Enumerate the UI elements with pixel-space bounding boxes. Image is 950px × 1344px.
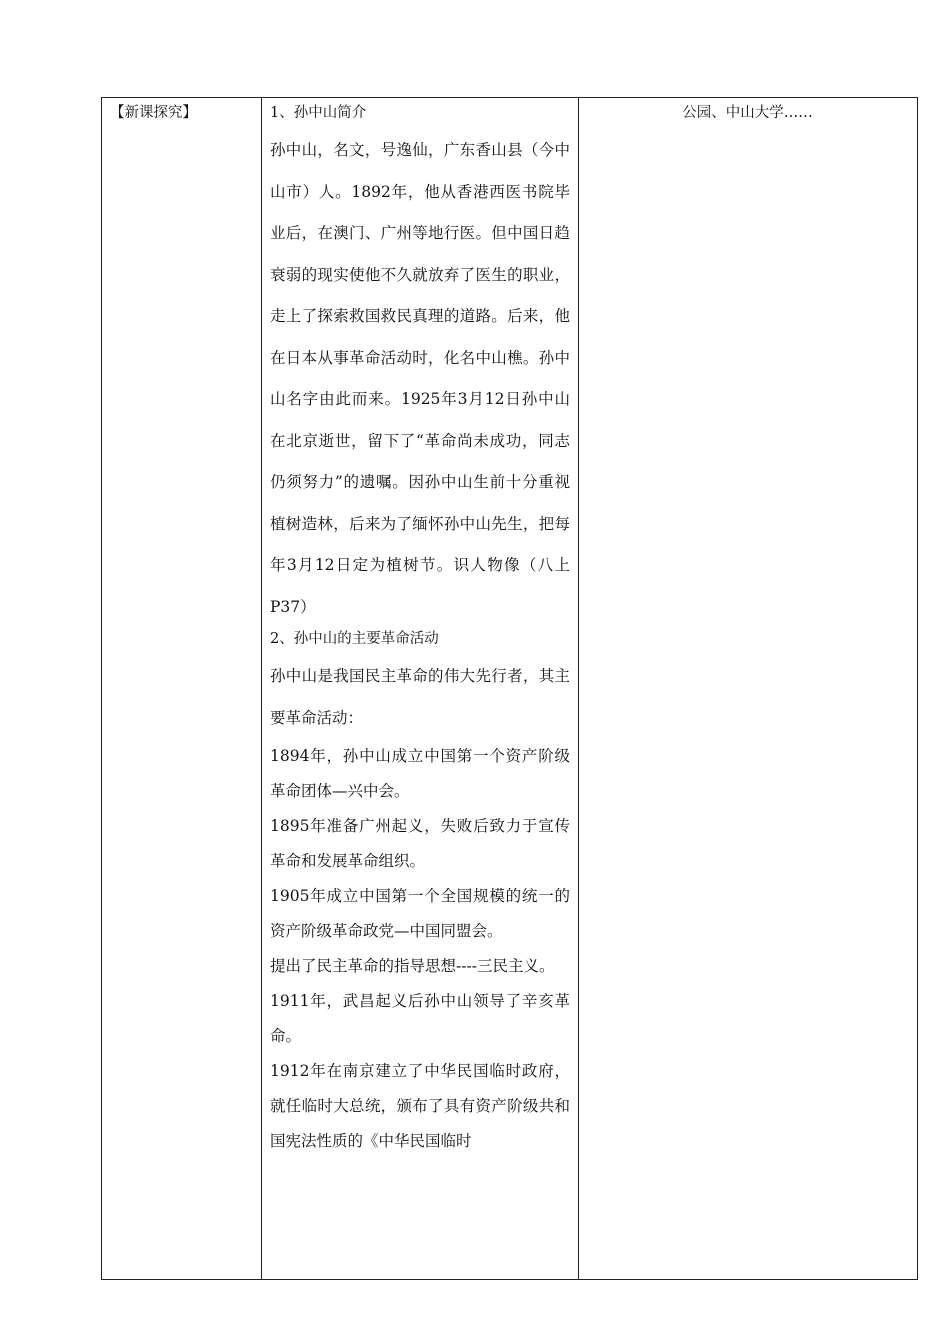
part1-heading: 1、孙中山简介 xyxy=(270,105,367,121)
part2-intro: 孙中山是我国民主革命的伟大先行者，其主要革命活动： xyxy=(270,667,570,727)
event-item: 1905年成立中国第一个全国规模的统一的资产阶级革命政党—中国同盟会。 xyxy=(270,887,570,940)
side-note: 公园、中山大学…… xyxy=(682,105,813,121)
main-content-cell xyxy=(270,102,570,1159)
event-item: 提出了民主革命的指导思想----三民主义。 xyxy=(270,957,555,975)
section-label: 【新课探究】 xyxy=(110,105,197,121)
event-item: 1895年准备广州起义，失败后致力于宣传革命和发展革命组织。 xyxy=(270,817,570,870)
column-divider-left xyxy=(261,98,262,1279)
part1-body: 孙中山，名文，号逸仙，广东香山县（今中山市）人。1892年，他从香港西医书院毕业后，在澳门、广州等地行医。但中国日趋衰弱的现实使他不久就放弃了医生的职业，走上了探索救国救民真理的道路。后来，他在日本从事革命活动时，化名中山樵。孙中山名字由此而来。1925年3月12日孙中山在北京逝世，留下了“革命尚未成功，同志仍须努力”的遗嘱。因孙中山生前十分重视植树造林，后来为了缅怀孙中山先生，把每年3月12日定为植树节。识人物像（八上P37） xyxy=(270,141,570,616)
lesson-table xyxy=(101,97,918,1280)
event-item: 1912年在南京建立了中华民国临时政府，就任临时大总统，颁布了具有资产阶级共和国宪法性质的《中华民国临时 xyxy=(270,1062,570,1150)
column-divider-right xyxy=(578,98,579,1279)
event-item: 1894年，孙中山成立中国第一个资产阶级革命团体—兴中会。 xyxy=(270,747,570,800)
part2-heading: 2、孙中山的主要革命活动 xyxy=(270,631,439,647)
event-item: 1911年，武昌起义后孙中山领导了辛亥革命。 xyxy=(270,992,570,1045)
